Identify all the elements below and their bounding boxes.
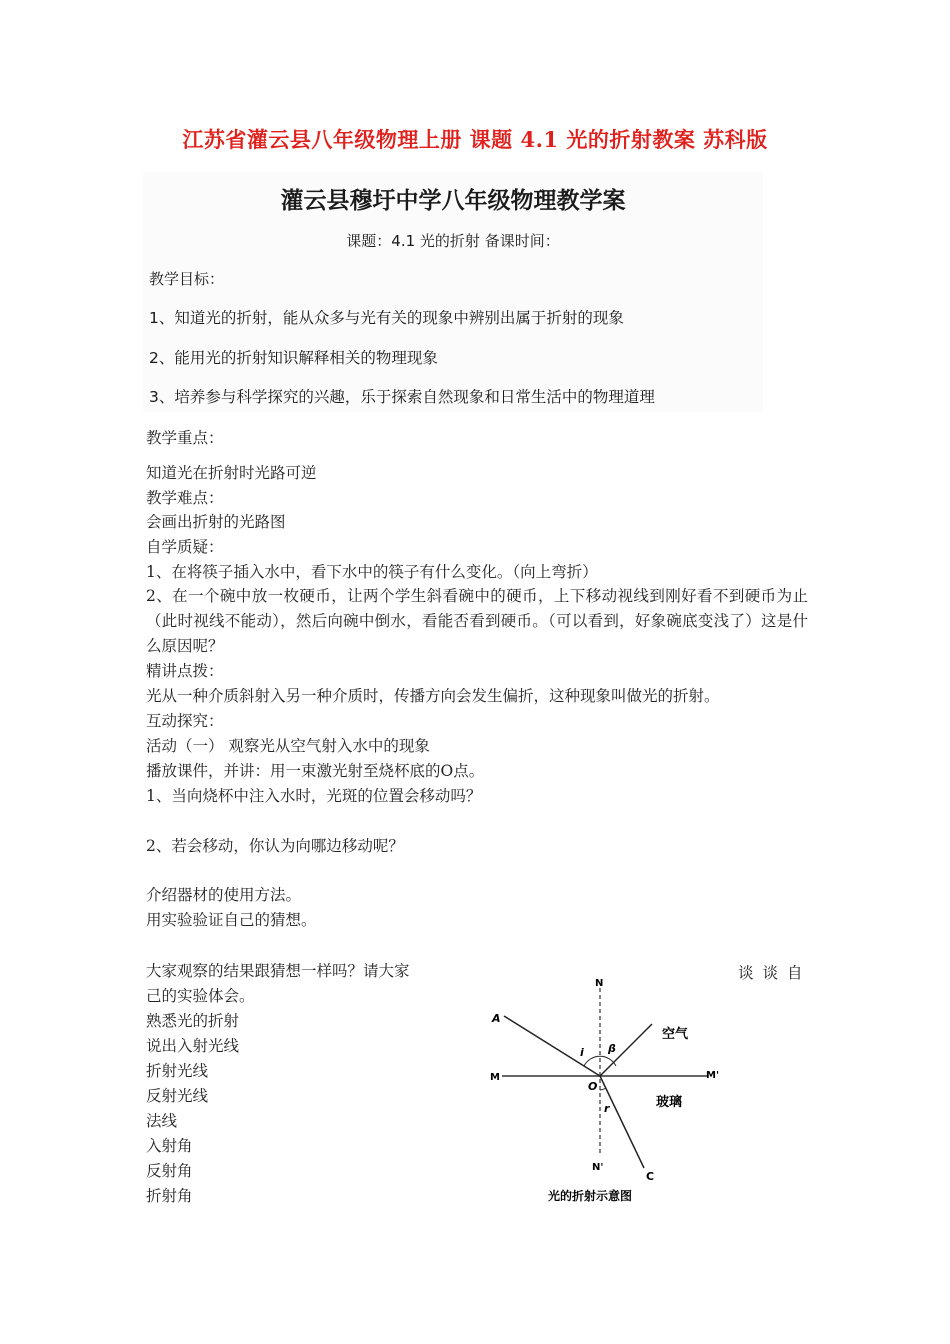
term-item: 反射角: [146, 1162, 193, 1180]
term-item: 反射光线: [146, 1087, 209, 1105]
label-a: A: [492, 1012, 501, 1025]
term-item: 入射角: [146, 1137, 193, 1155]
interact-label: 互动探究：: [146, 712, 224, 730]
goal-item: 1、知道光的折射，能从众多与光有关的现象中辨别出属于折射的现象: [149, 309, 624, 327]
incident-ray: [504, 1016, 600, 1076]
goal-item: 3、培养参与科学探究的兴趣，乐于探索自然现象和日常生活中的物理道理: [149, 388, 655, 406]
observe-right: 谈谈自: [738, 964, 812, 982]
activity-question-2: 2、若会移动，你认为向哪边移动呢？: [146, 837, 404, 855]
key-label: 教学重点：: [146, 429, 224, 447]
explain-text: 光从一种介质斜射入另一种介质时，传播方向会发生偏折，这种现象叫做光的折射。: [146, 687, 720, 705]
label-r: r: [604, 1102, 610, 1115]
refraction-diagram: [484, 968, 724, 1208]
label-c: C: [646, 1170, 655, 1183]
lesson-subtitle: 课题：4.1 光的折射 备课时间：: [346, 232, 560, 250]
term-item: 折射角: [146, 1187, 193, 1205]
goal-item: 2、能用光的折射知识解释相关的物理现象: [149, 349, 438, 367]
hard-label: 教学难点：: [146, 489, 224, 507]
self-label: 自学质疑：: [146, 538, 224, 556]
refracted-ray: [600, 1076, 644, 1168]
label-beta: β: [608, 1042, 616, 1055]
term-item: 说出入射光线: [146, 1037, 240, 1055]
question-1: 1、在将筷子插入水中，看下水中的筷子有什么变化。（向上弯折）: [146, 563, 598, 581]
observe-continued: 己的实验体会。: [146, 987, 255, 1005]
activity-question-1: 1、当向烧杯中注入水时，光斑的位置会移动吗？: [146, 787, 482, 805]
label-glass: 玻璃: [656, 1095, 683, 1110]
diagram-caption: 光的折射示意图: [548, 1189, 633, 1203]
explain-label: 精讲点拨：: [146, 662, 224, 680]
label-o: O: [588, 1080, 598, 1093]
label-i: i: [580, 1046, 584, 1059]
play-courseware: 播放课件，并讲：用一束激光射至烧杯底的O点。: [146, 762, 485, 780]
angle-arc-r: [600, 1088, 606, 1090]
term-item: 法线: [146, 1112, 178, 1130]
label-n-prime: N': [592, 1162, 604, 1173]
hard-text: 会画出折射的光路图: [146, 513, 286, 531]
activity-1: 活动（一） 观察光从空气射入水中的现象: [146, 737, 430, 755]
label-n: N: [595, 978, 604, 989]
label-m-prime: M': [706, 1070, 720, 1081]
term-item: 折射光线: [146, 1062, 209, 1080]
label-m: M: [490, 1072, 500, 1083]
observe-left: 大家观察的结果跟猜想一样吗？请大家: [146, 962, 410, 980]
goals-label: 教学目标：: [149, 270, 225, 288]
document-title: 江苏省灌云县八年级物理上册 课题 4.1 光的折射教案 苏科版: [182, 127, 768, 152]
school-heading: 灌云县穆圩中学八年级物理教学案: [280, 188, 626, 214]
key-text: 知道光在折射时光路可逆: [146, 464, 317, 482]
intro-equipment: 介绍器材的使用方法。: [146, 886, 302, 904]
label-air: 空气: [662, 1027, 689, 1042]
question-2: 2、在一个碗中放一枚硬币，让两个学生斜看碗中的硬币，上下移动视线到刚好看不到硬币为止（此时视线不能动），然后向碗中倒水，看能否看到硬币。（可以看到，好象碗底变浅了）这是什么原因呢？: [146, 587, 808, 655]
verify-guess: 用实验验证自己的猜想。: [146, 911, 317, 929]
scanned-header-image: [143, 172, 763, 412]
familiar-refraction: 熟悉光的折射: [146, 1012, 240, 1030]
